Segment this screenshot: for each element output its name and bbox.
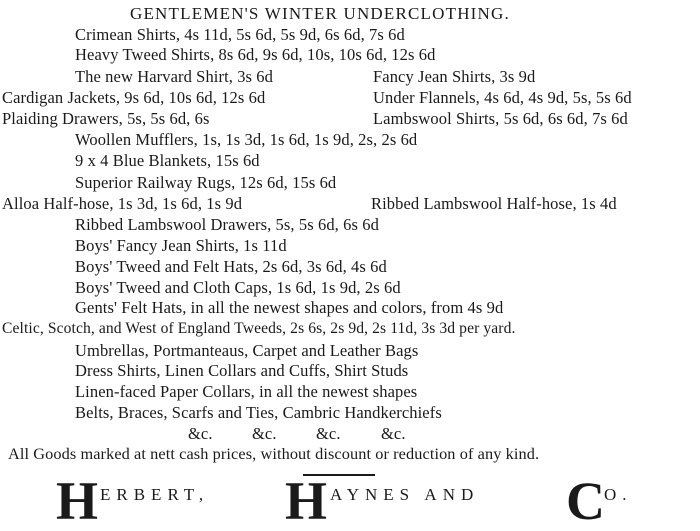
signature-initial: C <box>566 471 605 531</box>
list-item: The new Harvard Shirt, 3s 6d <box>75 67 274 86</box>
list-item: Plaiding Drawers, 5s, 5s 6d, 6s <box>2 109 210 128</box>
list-item: Boys' Tweed and Cloth Caps, 1s 6d, 1s 9d, 2s 6d <box>75 278 401 297</box>
etc-mark: &c. <box>381 424 406 443</box>
signature-initial: H <box>285 471 328 531</box>
list-item: Belts, Braces, Scarfs and Ties, Cambric Handkerchiefs <box>75 403 442 422</box>
signature-text: O. <box>604 485 633 504</box>
signature-text: AYNES AND <box>330 485 480 504</box>
etc-mark: &c. <box>188 424 213 443</box>
etc-mark: &c. <box>252 424 277 443</box>
list-item: Superior Railway Rugs, 12s 6d, 15s 6d <box>75 173 337 192</box>
list-item: Crimean Shirts, 4s 11d, 5s 6d, 5s 9d, 6s 6d, 7s 6d <box>75 25 405 44</box>
list-item: Ribbed Lambswool Half-hose, 1s 4d <box>371 194 617 213</box>
signature-initial: H <box>56 471 99 531</box>
list-item: Dress Shirts, Linen Collars and Cuffs, Shirt Studs <box>75 361 409 380</box>
list-item: Heavy Tweed Shirts, 8s 6d, 9s 6d, 10s, 10s 6d, 12s 6d <box>75 45 436 64</box>
list-item: Gents' Felt Hats, in all the newest shapes and colors, from 4s 9d <box>75 298 504 317</box>
ad-title: GENTLEMEN'S WINTER UNDERCLOTHING. <box>130 4 510 23</box>
list-item: Fancy Jean Shirts, 3s 9d <box>373 67 536 86</box>
list-item: Woollen Mufflers, 1s, 1s 3d, 1s 6d, 1s 9d, 2s, 2s 6d <box>75 130 418 149</box>
list-item: Boys' Fancy Jean Shirts, 1s 11d <box>75 236 287 255</box>
list-item: Umbrellas, Portmanteaus, Carpet and Leather Bags <box>75 341 419 360</box>
list-item: Under Flannels, 4s 6d, 4s 9d, 5s, 5s 6d <box>373 88 632 107</box>
list-item: 9 x 4 Blue Blankets, 15s 6d <box>75 151 260 170</box>
list-item: Lambswool Shirts, 5s 6d, 6s 6d, 7s 6d <box>373 109 628 128</box>
list-item: Ribbed Lambswool Drawers, 5s, 5s 6d, 6s 6d <box>75 215 379 234</box>
terms-line: All Goods marked at nett cash prices, without discount or reduction of any kind. <box>8 444 540 463</box>
list-item: Alloa Half-hose, 1s 3d, 1s 6d, 1s 9d <box>2 194 243 213</box>
list-item: Celtic, Scotch, and West of England Tweeds, 2s 6s, 2s 9d, 2s 11d, 3s 3d per yard. <box>2 320 516 337</box>
list-item: Boys' Tweed and Felt Hats, 2s 6d, 3s 6d, 4s 6d <box>75 257 387 276</box>
list-item: Cardigan Jackets, 9s 6d, 10s 6d, 12s 6d <box>2 88 266 107</box>
etc-mark: &c. <box>316 424 341 443</box>
list-item: Linen-faced Paper Collars, in all the newest shapes <box>75 382 418 401</box>
signature-text: ERBERT, <box>100 485 210 504</box>
